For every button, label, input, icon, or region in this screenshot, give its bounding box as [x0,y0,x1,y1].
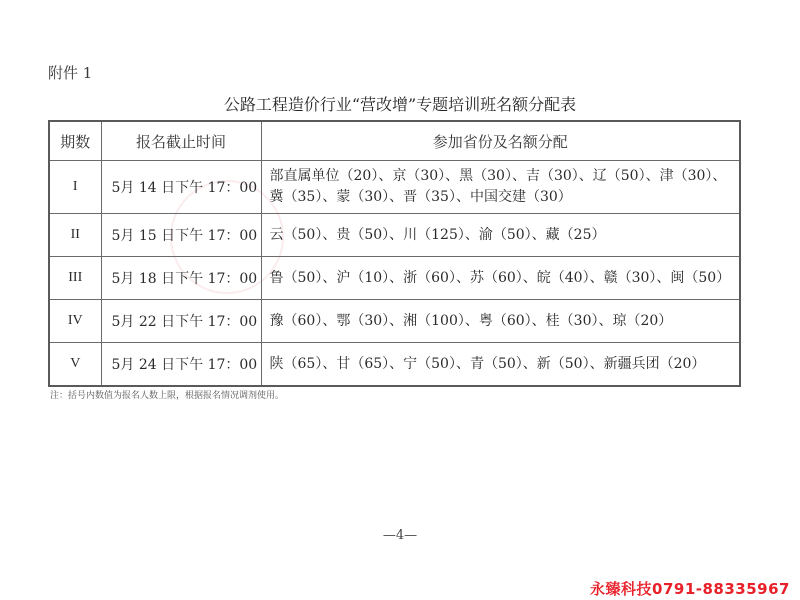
page-number: —4— [382,528,418,543]
provinces-cell: 鲁（50）、沪（10）、浙（60）、苏（60）、皖（40）、赣（30）、闽（50） [261,257,740,300]
provinces-cell: 陕（65）、甘（65）、宁（50）、青（50）、新（50）、新疆兵团（20） [261,343,740,387]
table-header-row [49,121,740,161]
attachment-label: 附件 1 [48,64,93,82]
period-cell: IV [49,300,101,343]
table-row [49,257,740,300]
header-provinces: 参加省份及名额分配 [261,121,740,161]
period-cell: I [49,161,101,214]
page-title: 公路工程造价行业“营改增”专题培训班名额分配表 [223,95,577,114]
table-row [49,214,740,257]
provinces-cell: 部直属单位（20）、京（30）、黑（30）、吉（30）、辽（50）、津（30）、冀（35）、蒙（30）、晋（35）、中国交建（30） [261,161,740,214]
provinces-cell: 豫（60）、鄂（30）、湘（100）、粤（60）、桂（30）、琼（20） [261,300,740,343]
footnote: 注：括号内数值为报名人数上限，根据报名情况调剂使用。 [50,391,285,401]
table-row [49,161,740,214]
period-cell: III [49,257,101,300]
allocation-table [48,120,741,387]
period-cell: II [49,214,101,257]
deadline-cell: 5月 18 日下午 17：00 [101,257,261,300]
header-deadline: 报名截止时间 [101,121,261,161]
provinces-cell: 云（50）、贵（50）、川（125）、渝（50）、藏（25） [261,214,740,257]
deadline-cell: 5月 14 日下午 17：00 [101,161,261,214]
deadline-cell: 5月 22 日下午 17：00 [101,300,261,343]
deadline-cell: 5月 15 日下午 17：00 [101,214,261,257]
deadline-cell: 5月 24 日下午 17：00 [101,343,261,387]
table-row [49,343,740,387]
table-row [49,300,740,343]
watermark-text: 永臻科技0791-88335967 [590,580,790,598]
header-period: 期数 [49,121,101,161]
period-cell: V [49,343,101,387]
